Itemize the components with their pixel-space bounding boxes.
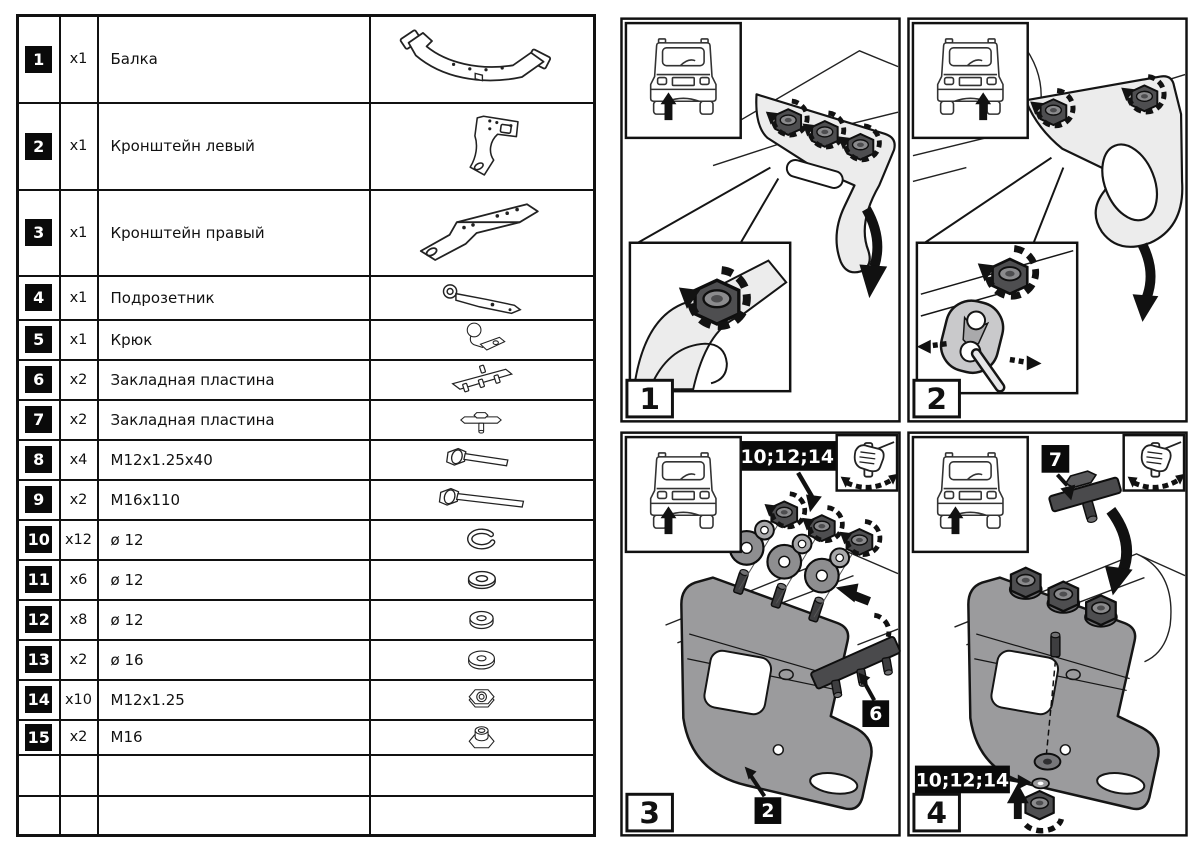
part-qty-cell: x2 [60,360,98,400]
part-image-cell [370,276,595,320]
part-number-cell [18,400,60,440]
part-number-cell [18,600,60,640]
part-name-cell: Кронштейн левый [98,103,370,190]
part-name-cell: Подрозетник [98,276,370,320]
part-image-cell [370,320,595,360]
svg-text:2: 2 [761,801,775,823]
part-qty-cell: x2 [60,640,98,680]
parts-table-row [18,640,595,680]
t-plate-icon [455,402,508,437]
part-image-cell [370,640,595,680]
part-number-cell [18,520,60,560]
part-qty-cell: x8 [60,600,98,640]
parts-table-row [18,440,595,480]
socket-plate-icon [434,279,529,317]
part-qty-cell [60,755,98,796]
part-number-badge: 3 [25,219,52,246]
part-name-cell: Кронштейн правый [98,190,370,276]
panel-number-box [914,380,960,417]
nut-icon [466,686,497,714]
part-image-cell [370,440,595,480]
part-number-cell [18,190,60,276]
washer-large-icon [458,646,505,674]
part-qty-cell: x1 [60,16,98,103]
part-name-cell: M16x110 [98,480,370,520]
parts-table-row [18,400,595,440]
part-image-cell [370,560,595,600]
part-name-cell: Закладная пластина [98,360,370,400]
part-image-cell [370,480,595,520]
part-qty-cell: x6 [60,560,98,600]
washer-icon [459,606,504,634]
part-name-cell: M12x1.25x40 [98,440,370,480]
washer-thin-icon [456,566,508,594]
assembly-panels [620,16,1188,838]
part-name-cell: M16 [98,720,370,755]
part-number-cell [18,720,60,755]
part-number-badge: 10 [25,526,52,553]
parts-table-row [18,190,595,276]
panel-number-box [627,794,673,831]
part-name-cell: ø 12 [98,520,370,560]
svg-text:6: 6 [869,704,883,726]
part-image-cell [370,600,595,640]
part-qty-cell: x1 [60,103,98,190]
parts-table-row [18,680,595,720]
part-number-badge: 9 [25,486,52,513]
parts-table-row [18,276,595,320]
parts-table-row [18,320,595,360]
part-image-cell [370,103,595,190]
stud-plate-icon [443,362,521,397]
part-number-badge: 12 [25,606,52,633]
part-name-cell [98,755,370,796]
part-number-cell [18,680,60,720]
lock-nut-icon [466,723,497,751]
part-number-badge: 6 [25,366,52,393]
assembly-step-2-panel [907,16,1188,424]
part-image-cell [370,720,595,755]
svg-text:4: 4 [926,794,948,830]
part-name-cell: Крюк [98,320,370,360]
panel-number-box [627,380,673,417]
assembly-step-1-panel [620,16,901,424]
part-image-cell [370,360,595,400]
part-number-cell [18,276,60,320]
parts-table-row [18,560,595,600]
part-qty-cell: x4 [60,440,98,480]
part-image-cell [370,755,595,796]
part-number-cell [18,640,60,680]
hook-icon [453,321,511,359]
car-rear-inset [626,23,741,138]
part-number-badge: 7 [25,406,52,433]
part-qty-cell [60,796,98,836]
part-name-cell: ø 16 [98,640,370,680]
part-name-cell: M12x1.25 [98,680,370,720]
part-number-cell [18,320,60,360]
part-name-cell: Балка [98,16,370,103]
part-number-cell [18,440,60,480]
hand-tighten-icon [837,435,898,490]
hand-tighten-icon [1124,435,1185,490]
part-image-cell [370,796,595,836]
svg-text:10;12;14: 10;12;14 [915,770,1010,792]
assembly-step-4-panel [907,430,1188,838]
part-number-badge: 4 [25,284,52,311]
part-qty-cell: x1 [60,276,98,320]
panel-number-box [914,794,960,831]
parts-table-row [18,755,595,796]
part-qty-cell: x2 [60,480,98,520]
part-image-cell [370,520,595,560]
part-image-cell [370,680,595,720]
svg-text:1: 1 [639,380,661,416]
part-number-badge: 1 [25,46,52,73]
part-name-cell [98,796,370,836]
part-qty-cell: x1 [60,190,98,276]
part-number-badge: 14 [25,686,52,713]
parts-table-row [18,480,595,520]
car-rear-inset [913,23,1028,138]
bracket-right-icon [410,197,554,269]
part-number-badge: 15 [25,724,52,751]
part-image-cell [370,400,595,440]
part-name-cell: ø 12 [98,560,370,600]
svg-text:3: 3 [639,794,661,830]
part-number-cell [18,755,60,796]
spring-washer-icon [459,526,504,554]
car-rear-inset [913,437,1028,552]
parts-table-row [18,600,595,640]
svg-text:10;12;14: 10;12;14 [740,446,834,468]
part-number-badge: 5 [25,326,52,353]
part-image-cell [370,190,595,276]
parts-table-row [18,16,595,103]
part-number-badge: 8 [25,446,52,473]
part-name-cell: Закладная пластина [98,400,370,440]
part-number-badge: 13 [25,646,52,673]
parts-table-row [18,796,595,836]
part-qty-cell: x10 [60,680,98,720]
car-rear-inset [626,437,741,552]
part-number-badge: 11 [25,566,52,593]
parts-table-row [18,360,595,400]
part-qty-cell: x2 [60,720,98,755]
part-qty-cell: x2 [60,400,98,440]
part-qty-cell: x12 [60,520,98,560]
part-number-cell [18,103,60,190]
part-number-cell [18,480,60,520]
assembly-step-3-panel [620,430,901,838]
svg-text:2: 2 [926,380,948,416]
svg-text:7: 7 [1048,449,1062,471]
beam-icon [387,23,576,95]
parts-table [16,14,596,837]
part-image-cell [370,16,595,103]
part-name-cell: ø 12 [98,600,370,640]
parts-table-row [18,103,595,190]
bolt-long-icon [428,486,536,514]
part-number-cell [18,16,60,103]
part-qty-cell: x1 [60,320,98,360]
bracket-left-icon [435,110,529,182]
bolt-short-icon [434,446,529,474]
parts-table-row [18,520,595,560]
part-number-cell [18,796,60,836]
part-number-cell [18,360,60,400]
part-number-cell [18,560,60,600]
parts-table-row [18,720,595,755]
part-number-badge: 2 [25,133,52,160]
